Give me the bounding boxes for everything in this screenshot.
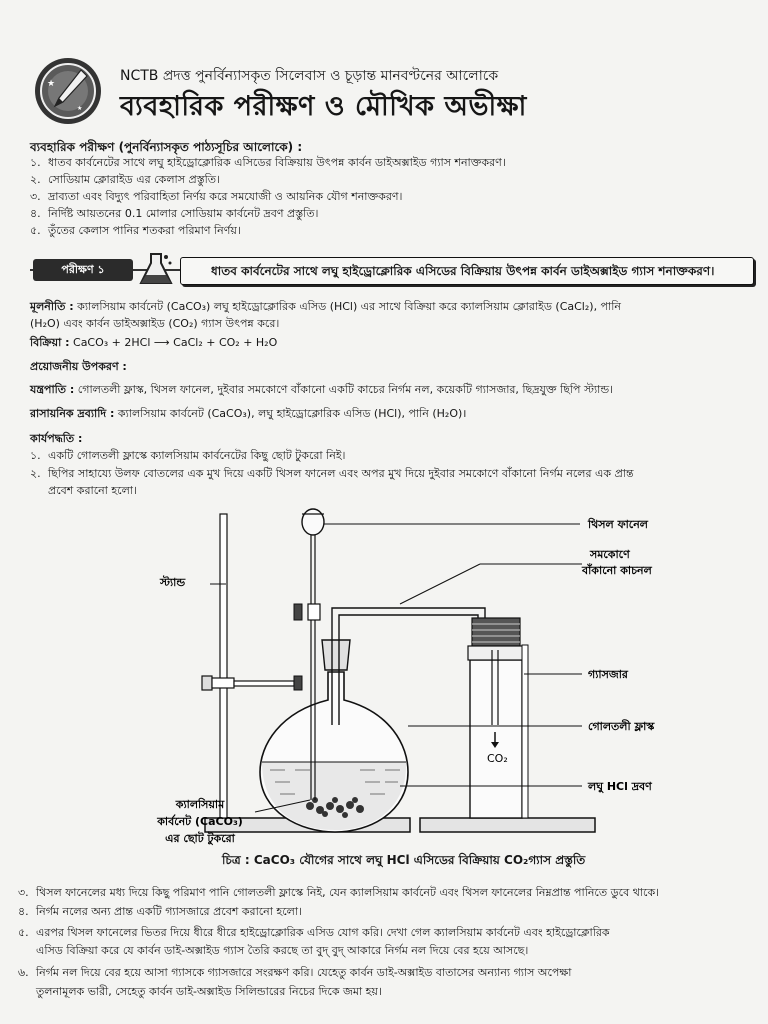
materials-heading: প্রয়োজনীয় উপকরণ :	[30, 360, 127, 373]
experiment-tag: পরীক্ষণ ১	[33, 259, 133, 281]
gas-jar-label: গ্যাসজার	[588, 668, 628, 681]
procedure-step: তুলনামূলক ভারী, সেহেতু কার্বন ডাই-অক্সাইড সিলিন্ডারের নিচের দিকে জমা হয়।	[36, 985, 382, 998]
procedure-step: ১. একটি গোলতলী ফ্লাস্কে ক্যালসিয়াম কার্বনেটের কিছু ছোট টুকরো নিই।	[30, 449, 346, 462]
procedure-step-cont: প্রবেশ করানো হলো।	[48, 484, 137, 497]
caco3-label-2: কার্বনেট (CaCO₃)	[157, 815, 243, 828]
flask-label: গোলতলী ফ্লাস্ক	[588, 720, 655, 733]
caco3-label-1: ক্যালসিয়াম	[175, 798, 225, 811]
thistle-funnel-label: থিসল ফানেল	[588, 518, 648, 531]
experiment-title: ধাতব কার্বনেটের সাথে লঘু হাইড্রোক্লোরিক এসিডের বিক্রিয়ায় উৎপন্ন কার্বন ডাইঅক্সাইড গ্যাস শনাক্তকরণ।	[211, 264, 715, 278]
thistle-funnel-bulb	[302, 509, 324, 535]
flask-icon	[136, 251, 176, 287]
svg-text:★: ★	[77, 105, 83, 112]
compass-pen-logo-icon	[33, 56, 103, 126]
stand-rod	[220, 514, 227, 818]
procedure-step: এসিড বিক্রিয়া করে যে কার্বন ডাই-অক্সাইড গ্যাস তৈরি করছে তা বুদ্‌ বুদ্‌ আকারে নির্গম নল দিয়ে বের হয়ে আসছে।	[36, 944, 529, 957]
syllabus-item: ৫. তুঁতের কেলাস পানির শতকরা পরিমাণ নির্ণয়।	[30, 224, 241, 237]
apparatus-diagram	[150, 500, 710, 860]
principle-line-1: মূলনীতি : ক্যালসিয়াম কার্বনেট (CaCO₃) লঘু হাইড্রোক্লোরিক এসিড (HCl) এর সাথে বিক্রিয়া করে ক্যালসিয়াম ক্লোরাইড (CaCl₂), পানি	[30, 300, 621, 313]
procedure-step: ৫. এরপর থিসল ফানেলের ভিতর দিয়ে ধীরে ধীরে হাইড্রোক্লোরিক এসিড যোগ করি। দেখা গেল ক্যালসিয়াম কার্বনেট এবং হাইড্রোক্লোরিক	[18, 926, 610, 939]
clamp-boss	[212, 678, 234, 688]
jar-stand-base	[420, 818, 595, 832]
hcl-label: লঘু HCl দ্রবণ	[588, 780, 652, 793]
header-subtitle: NCTB প্রদত্ত পুনর্বিন্যাসকৃত সিলেবাস ও চূড়ান্ত মানবণ্টনের আলোকে	[120, 68, 499, 84]
gas-jar	[470, 660, 522, 818]
principle-line-2: (H₂O) এবং কার্বন ডাইঅক্সাইড (CO₂) গ্যাস উৎপন্ন করে।	[30, 317, 280, 330]
bent-tube-label-2: বাঁকানো কাচনল	[582, 564, 652, 577]
procedure-heading: কার্যপদ্ধতি :	[30, 432, 83, 445]
funnel-clamp	[308, 604, 320, 620]
procedure-step: ৩. থিসল ফানেলের মধ্য দিয়ে কিছু পরিমাণ পানি গোলতলী ফ্লাস্কে নিই, যেন ক্যালসিয়াম কার্বনেট এবং থিসল ফানেলের নিম্নপ্রান্ত পানিতে ডুবে থাকে।	[18, 886, 660, 899]
clamp-screw	[202, 676, 212, 690]
funnel-clamp-jaw	[294, 604, 302, 620]
syllabus-item: ১. ধাতব কার্বনেটের সাথে লঘু হাইড্রোক্লোরিক এসিডের বিক্রিয়ায় উৎপন্ন কার্বন ডাইঅক্সাইড গ্যাস শনাক্তকরণ।	[30, 156, 506, 169]
procedure-step: ৪. নির্গম নলের অন্য প্রান্ত একটি গ্যাসজারে প্রবেশ করানো হলো।	[18, 905, 302, 918]
syllabus-item: ৩. দ্রাব্যতা এবং বিদ্যুৎ পরিবাহিতা নির্ণয় করে সমযোজী ও আয়নিক যৌগ শনাক্তকরণ।	[30, 190, 403, 203]
procedure-step: ২. ছিপির সাহায্যে উলফ বোতলের এক মুখ দিয়ে একটি থিসল ফানেল এবং অপর মুখ দিয়ে দুইবার সমকোণে বাঁকানো নির্গম নলের এক প্রান্ত	[30, 467, 634, 480]
figure-caption: চিত্র : CaCO₃ যৌগের সাথে লঘু HCl এসিডের বিক্রিয়ায় CO₂গ্যাস প্রস্তুতি	[222, 853, 586, 867]
bent-tube-label-1: সমকোণে	[590, 548, 630, 561]
syllabus-heading: ব্যবহারিক পরীক্ষণ (পুনর্বিন্যাসকৃত পাঠ্যসূচির আলোকে) :	[30, 140, 303, 154]
syllabus-item: ২. সোডিয়াম ক্লোরাইড এর কেলাস প্রস্তুতি।	[30, 173, 220, 186]
apparatus-line: যন্ত্রপাতি : গোলতলী ফ্লাস্ক, থিসল ফানেল, দুইবার সমকোণে বাঁকানো একটি কাচের নির্গম নল, কয়েকটি গ্যাসজার, ছিদ্রযুক্ত ছিপি স্ট্যান্ড।	[30, 383, 614, 396]
reaction-line: বিক্রিয়া : CaCO₃ + 2HCl ⟶ CaCl₂ + CO₂ + H₂O	[30, 336, 278, 349]
rubber-stopper	[322, 640, 350, 670]
co2-label: CO₂	[487, 752, 508, 765]
clamp-jaw	[294, 676, 302, 690]
chemicals-line: রাসায়নিক দ্রব্যাদি : ক্যালসিয়াম কার্বনেট (CaCO₃), লঘু হাইড্রোক্লোরিক এসিড (HCl), পানি (H₂O)।	[30, 407, 467, 420]
experiment-banner	[30, 257, 722, 285]
stand-label: স্ট্যান্ড	[160, 576, 186, 589]
experiment-title-box	[180, 257, 754, 285]
caco3-label-3: এর ছোট টুকরো	[165, 832, 235, 845]
clamp-arm	[234, 681, 294, 686]
syllabus-item: ৪. নির্দিষ্ট আয়তনের 0.1 মোলার সোডিয়াম কার্বনেট দ্রবণ প্রস্তুতি।	[30, 207, 319, 220]
procedure-step: ৬. নির্গম নল দিয়ে বের হয়ে আসা গ্যাসকে গ্যাসজারে সংরক্ষণ করি। যেহেতু কার্বন ডাই-অক্সাইড বাতাসের অন্যান্য গ্যাস অপেক্ষা	[18, 966, 572, 979]
svg-text:★: ★	[47, 79, 56, 89]
page-title: ব্যবহারিক পরীক্ষণ ও মৌখিক অভীক্ষা	[120, 91, 527, 122]
